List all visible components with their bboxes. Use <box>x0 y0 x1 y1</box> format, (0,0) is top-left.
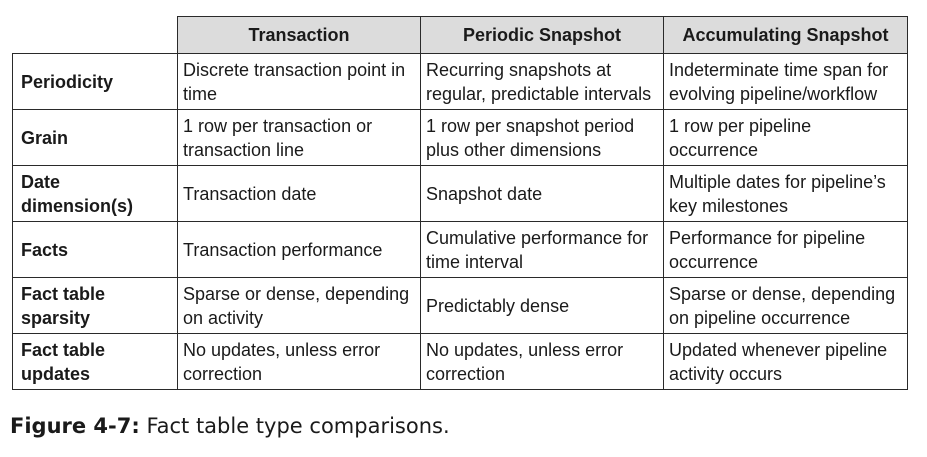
cell-sparsity-periodic-snapshot: Predictably dense <box>421 278 664 334</box>
cell-facts-periodic-snapshot: Cumulative performance for time interval <box>421 222 664 278</box>
cell-sparsity-accumulating-snapshot: Sparse or dense, depending on pipeline occurrence <box>664 278 908 334</box>
cell-grain-transaction: 1 row per transaction or transaction line <box>178 110 421 166</box>
cell-date-dimensions-transaction: Transaction date <box>178 166 421 222</box>
cell-periodicity-periodic-snapshot: Recurring snapshots at regular, predictable intervals <box>421 54 664 110</box>
figure-caption-text: Fact table type comparisons. <box>146 414 450 438</box>
cell-facts-transaction: Transaction performance <box>178 222 421 278</box>
cell-updates-transaction: No updates, unless error correction <box>178 334 421 390</box>
cell-date-dimensions-accumulating-snapshot: Multiple dates for pipeline’s key milestones <box>664 166 908 222</box>
row-label-fact-table-updates: Fact table updates <box>13 334 178 390</box>
header-row <box>13 17 908 54</box>
row-date-dimensions <box>13 166 908 222</box>
row-label-facts: Facts <box>13 222 178 278</box>
cell-grain-accumulating-snapshot: 1 row per pipeline occurrence <box>664 110 908 166</box>
figure-caption-label: Figure 4-7: <box>10 414 140 438</box>
cell-grain-periodic-snapshot: 1 row per snapshot period plus other dimensions <box>421 110 664 166</box>
cell-facts-accumulating-snapshot: Performance for pipeline occurrence <box>664 222 908 278</box>
cell-sparsity-transaction: Sparse or dense, depending on activity <box>178 278 421 334</box>
header-corner-cell <box>13 17 178 54</box>
row-periodicity <box>13 54 908 110</box>
header-accumulating-snapshot: Accumulating Snapshot <box>664 17 908 54</box>
cell-updates-periodic-snapshot: No updates, unless error correction <box>421 334 664 390</box>
header-transaction: Transaction <box>178 17 421 54</box>
row-label-date-dimensions: Date dimension(s) <box>13 166 178 222</box>
figure-caption <box>10 414 450 438</box>
row-grain <box>13 110 908 166</box>
cell-periodicity-accumulating-snapshot: Indeterminate time span for evolving pipeline/workflow <box>664 54 908 110</box>
row-label-fact-table-sparsity: Fact table sparsity <box>13 278 178 334</box>
row-fact-table-updates <box>13 334 908 390</box>
cell-periodicity-transaction: Discrete transaction point in time <box>178 54 421 110</box>
comparison-table <box>12 16 908 390</box>
cell-date-dimensions-periodic-snapshot: Snapshot date <box>421 166 664 222</box>
row-facts <box>13 222 908 278</box>
row-fact-table-sparsity <box>13 278 908 334</box>
row-label-periodicity: Periodicity <box>13 54 178 110</box>
cell-updates-accumulating-snapshot: Updated whenever pipeline activity occurs <box>664 334 908 390</box>
row-label-grain: Grain <box>13 110 178 166</box>
header-periodic-snapshot: Periodic Snapshot <box>421 17 664 54</box>
